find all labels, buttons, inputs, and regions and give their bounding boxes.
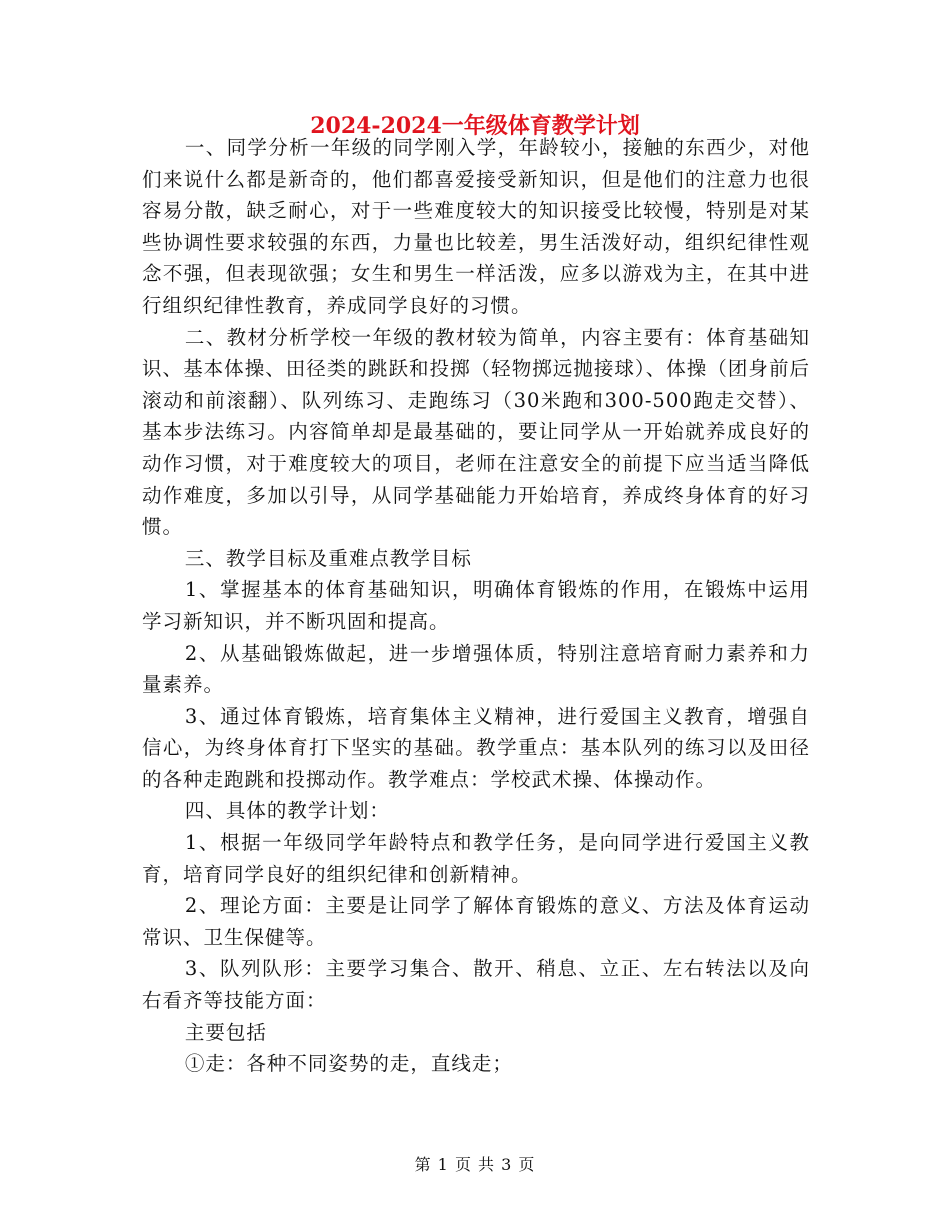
paragraph-student-analysis: 一、同学分析一年级的同学刚入学，年龄较小，接触的东西少，对他们来说什么都是新奇的，他们都喜爱接受新知识，但是他们的注意力也很容易分散，缺乏耐心，对于一些难度较大的知识接受比较慢，特别是对某些协调性要求较强的东西，力量也比较差，男生活泼好动，组织纪律性观念不强，但表现欲强；女生和男生一样活泼，应多以游戏为主，在其中进行组织纪律性教育，养成同学良好的习惯。	[142, 136, 810, 317]
paragraph-plan-heading: 四、具体的教学计划：	[184, 799, 390, 823]
paragraph-plan-1: 1、根据一年级同学年龄特点和教学任务，是向同学进行爱国主义教育，培育同学良好的组织纪律和创新精神。	[142, 831, 810, 886]
paragraph-plan-3: 3、队列队形：主要学习集合、散开、稍息、立正、左右转法以及向右看齐等技能方面：	[142, 957, 810, 1013]
document-title: 2024-2024一年级体育教学计划	[310, 113, 640, 139]
paragraph-plan-2: 2、理论方面：主要是让同学了解体育锻炼的意义、方法及体育运动常识、卫生保健等。	[142, 894, 810, 949]
paragraph-textbook-analysis: 二、教材分析学校一年级的教材较为简单，内容主要有：体育基础知识、基本体操、田径类的跳跃和投掷（轻物掷远抛接球）、体操（团身前后滚动和前滚翻）、队列练习、走跑练习（30米跑和300-500跑走交替）、基本步法练习。内容简单却是最基础的，要让同学从一开始就养成良好的动作习惯，对于难度较大的项目，老师在注意安全的前提下应当适当降低动作难度，多加以引导，从同学基础能力开始培育，养成终身体育的好习惯。	[142, 325, 810, 539]
paragraph-objective-2: 2、从基础锻炼做起，进一步增强体质，特别注意培育耐力素养和力量素养。	[142, 641, 810, 697]
document-body	[142, 132, 810, 1080]
paragraph-objective-3: 3、通过体育锻炼，培育集体主义精神，进行爱国主义教育，增强自信心，为终身体育打下坚实的基础。教学重点：基本队列的练习以及田径的各种走跑跳和投掷动作。教学难点：学校武术操、体操动作。	[142, 704, 810, 791]
paragraph-objective-1: 1、掌握基本的体育基础知识，明确体育锻炼的作用，在锻炼中运用学习新知识，并不断巩固和提高。	[142, 578, 810, 633]
paragraph-walking: ①走：各种不同姿势的走，直线走；	[184, 1052, 513, 1076]
paragraph-objectives-heading: 三、教学目标及重难点教学目标	[184, 546, 472, 570]
page-footer: 第 1 页 共 3 页	[414, 1155, 536, 1174]
paragraph-includes: 主要包括	[184, 1020, 267, 1044]
